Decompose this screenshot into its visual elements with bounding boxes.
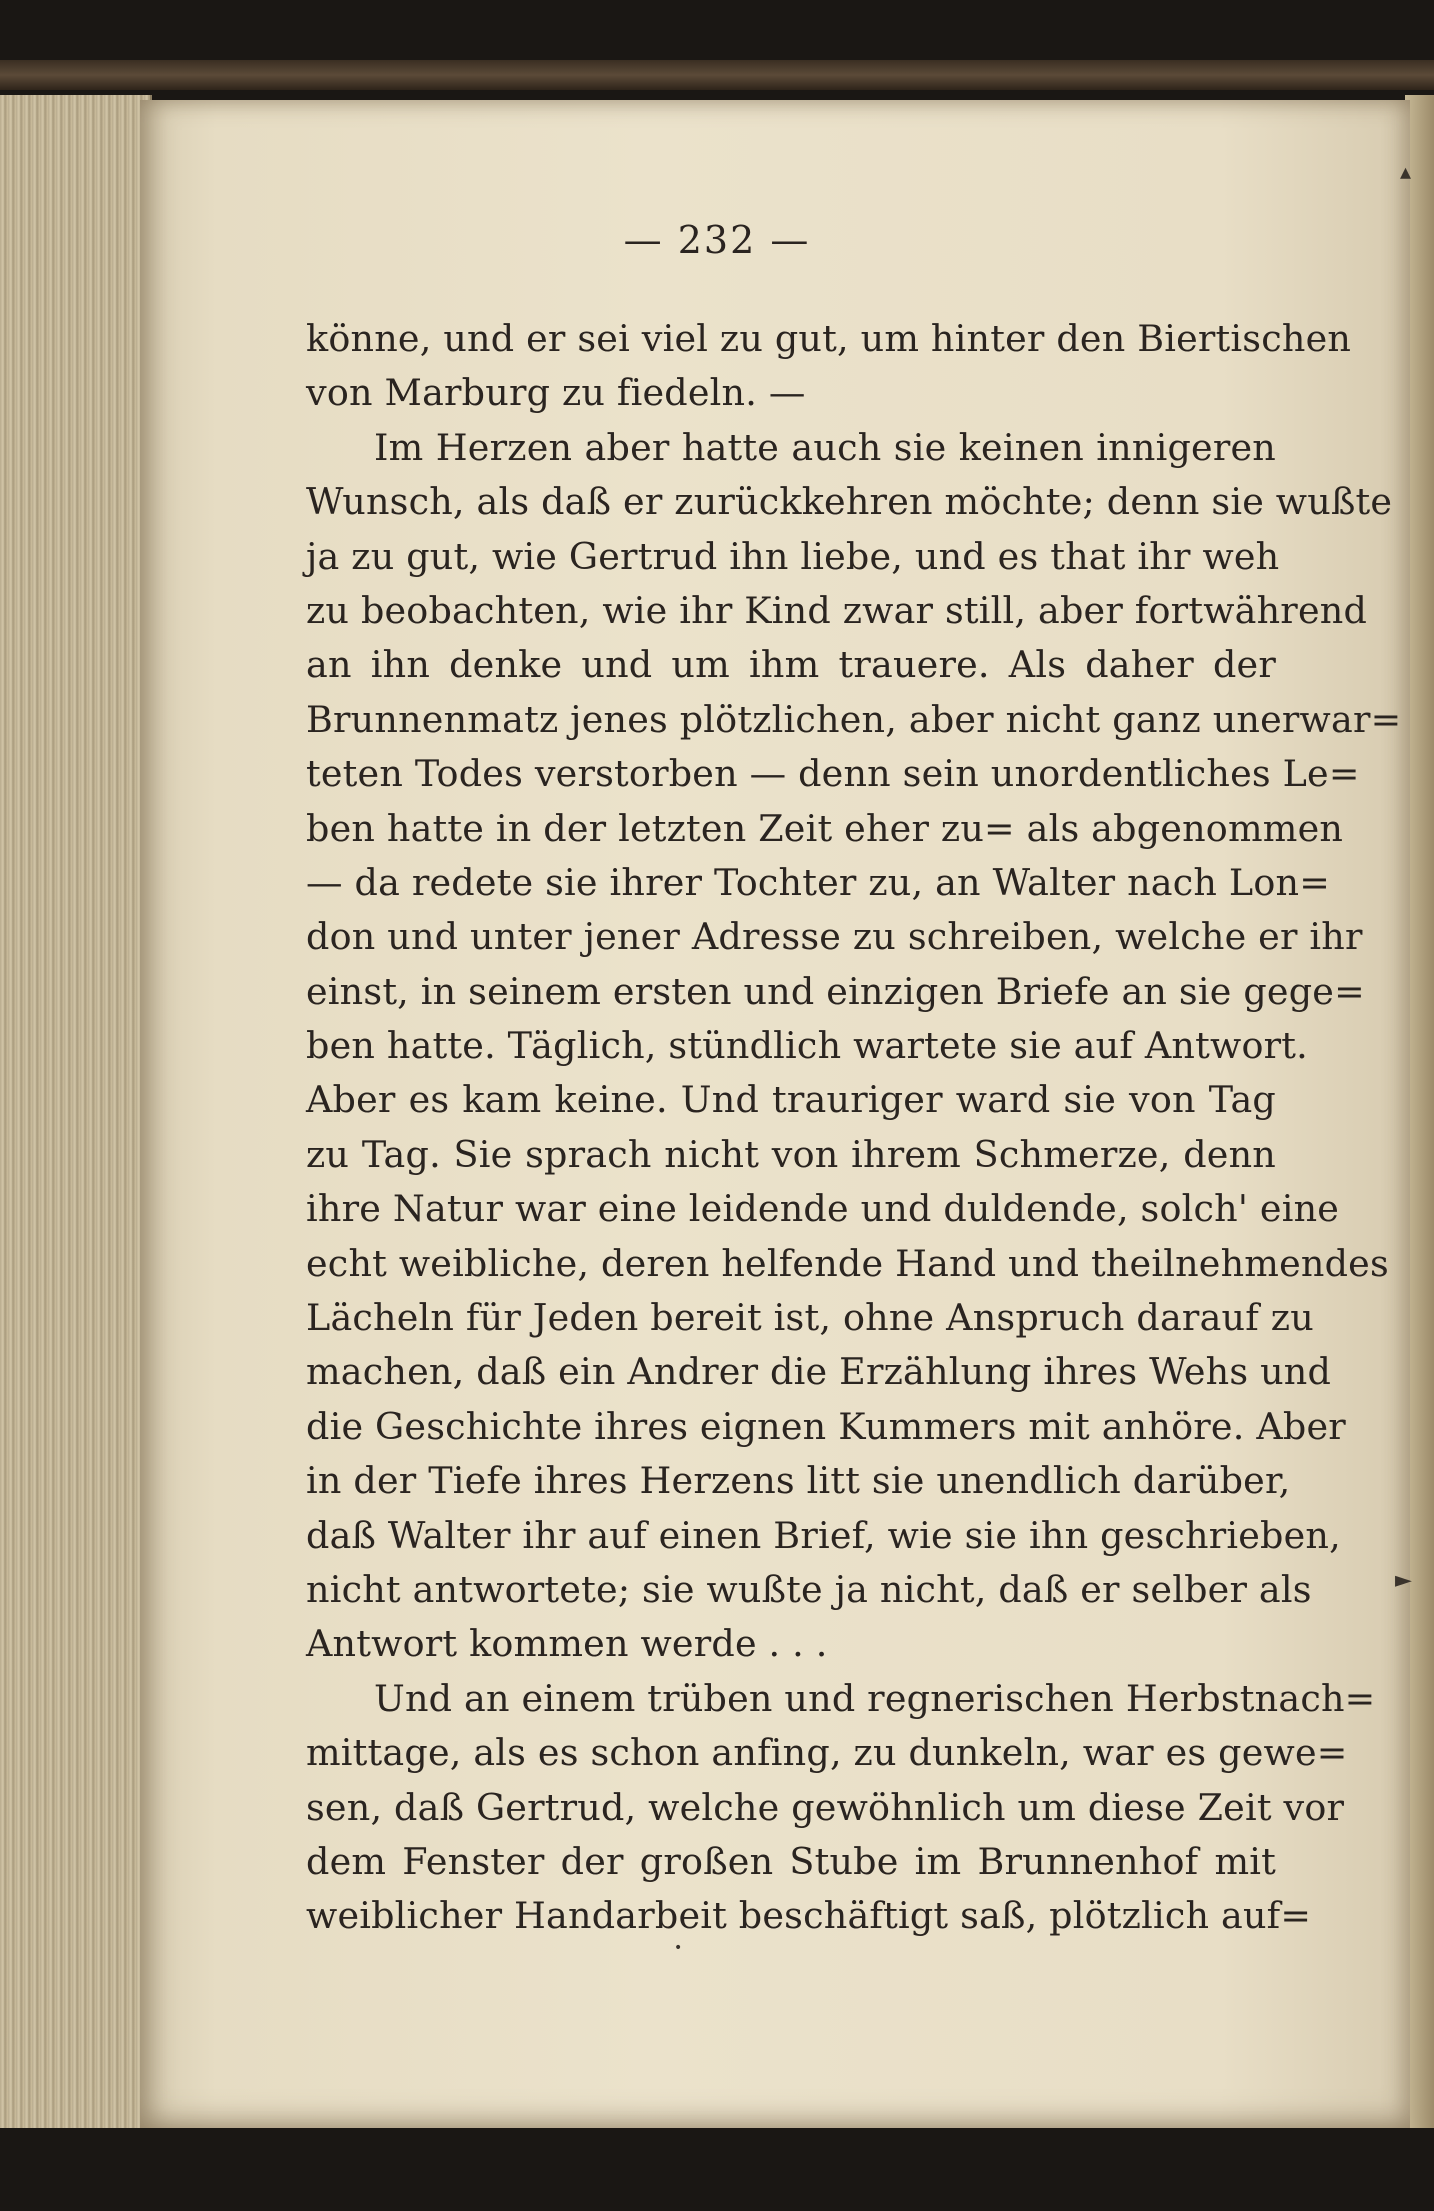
text-line: echt weibliche, deren helfende Hand und theilnehmendes — [306, 1241, 1389, 1285]
page-number: — 232 — — [623, 218, 811, 262]
print-speck: • — [674, 1940, 683, 1956]
text-line: von Marburg zu fiedeln. — — [306, 371, 806, 415]
background-bottom — [0, 2128, 1434, 2211]
text-line: — da redete sie ihrer Tochter zu, an Walter nach Lon= — [306, 860, 1330, 904]
text-line: in der Tiefe ihres Herzens litt sie unendlich darüber, — [306, 1459, 1291, 1503]
text-line: daß Walter ihr auf einen Brief, wie sie ihn geschrieben, — [306, 1513, 1341, 1557]
text-line: ja zu gut, wie Gertrud ihn liebe, und es that ihr weh — [306, 534, 1280, 578]
text-line: Antwort kommen werde . . . — [306, 1622, 828, 1666]
text-line: könne, und er sei viel zu gut, um hinter den Biertischen — [306, 317, 1352, 360]
text-line: an ihn denke und um ihm trauere. Als daher der — [306, 643, 1276, 687]
text-line: weiblicher Handarbeit beschäftigt saß, plötzlich auf= — [306, 1894, 1312, 1938]
body-text — [306, 312, 1402, 1944]
text-line: don und unter jener Adresse zu schreiben, welche er ihr — [306, 915, 1363, 959]
text-line: machen, daß ein Andrer die Erzählung ihres Wehs und — [306, 1350, 1332, 1394]
text-line: ben hatte in der letzten Zeit eher zu= als abgenommen — [306, 806, 1344, 850]
text-line: ihre Natur war eine leidende und duldende, solch' eine — [306, 1187, 1340, 1231]
text-line: teten Todes verstorben — denn sein unordentliches Le= — [306, 752, 1360, 796]
text-line: einst, in seinem ersten und einzigen Briefe an sie gege= — [306, 969, 1365, 1013]
text-line: die Geschichte ihres eignen Kummers mit anhöre. Aber — [306, 1404, 1346, 1448]
text-line: Im Herzen aber hatte auch sie keinen innigeren — [374, 425, 1276, 469]
text-line: ben hatte. Täglich, stündlich wartete sie auf Antwort. — [306, 1024, 1308, 1068]
margin-mark: ► — [1395, 1568, 1412, 1593]
text-line: Und an einem trüben und regnerischen Herbstnach= — [374, 1676, 1376, 1720]
text-line: zu Tag. Sie sprach nicht von ihrem Schmerze, denn — [306, 1132, 1276, 1176]
text-line: Lächeln für Jeden bereit ist, ohne Anspruch darauf zu — [306, 1296, 1314, 1340]
book-binding — [0, 60, 1434, 90]
page-stack-edge — [0, 95, 152, 2135]
margin-mark: ▴ — [1400, 160, 1412, 185]
text-line: Wunsch, als daß er zurückkehren möchte; denn sie wußte — [306, 480, 1393, 524]
text-line: dem Fenster der großen Stube im Brunnenhof mit — [306, 1839, 1276, 1883]
text-line: zu beobachten, wie ihr Kind zwar still, aber fortwährend — [306, 588, 1368, 632]
text-line: nicht antwortete; sie wußte ja nicht, daß er selber als — [306, 1567, 1312, 1611]
text-line: mittage, als es schon anfing, zu dunkeln, war es gewe= — [306, 1731, 1348, 1775]
text-line: Brunnenmatz jenes plötzlichen, aber nicht ganz unerwar= — [306, 697, 1402, 741]
text-line: sen, daß Gertrud, welche gewöhnlich um diese Zeit vor — [306, 1785, 1345, 1829]
text-line: Aber es kam keine. Und trauriger ward sie von Tag — [306, 1078, 1276, 1122]
